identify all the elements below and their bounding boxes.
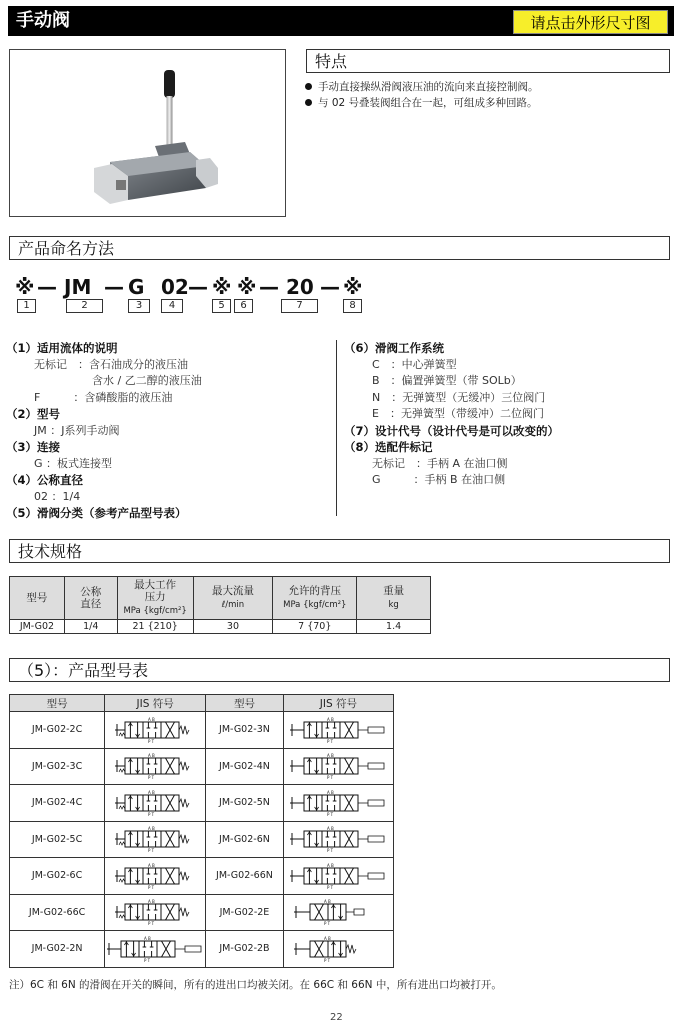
model-cell: JM-G02-4N [206,748,284,785]
jis-symbol-cell [283,785,393,822]
naming-item-heading: （4）公称直径 [6,473,84,487]
model-cell: JM-G02-66C [10,894,105,931]
model-cell: JM-G02-5C [10,821,105,858]
svg-text:A B: A B [327,789,335,795]
spec-title: 技术规格 [18,542,83,561]
svg-text:A B: A B [324,899,332,905]
jis-symbol-icon [113,751,197,781]
features-heading [306,49,670,73]
model-row [10,712,394,749]
col-jis: JIS 符号 [283,695,393,712]
footnote: 注）6C 和 6N 的滑阀在开关的瞬间，所有的进出口均被关闭。在 66C 和 66N 中，所有进出口均被打开。 [9,979,502,991]
code-number: 5 [212,299,231,313]
model-row [10,894,394,931]
svg-text:P T: P T [324,957,331,963]
svg-text:P T: P T [144,957,151,963]
model-cell: JM-G02-2B [206,931,284,968]
naming-item-heading: （1）适用流体的说明 [6,341,118,355]
jis-symbol-icon [288,897,388,927]
code-number: 1 [17,299,36,313]
naming-item-heading: （3）连接 [6,440,61,454]
spec-cell: 1/4 [64,620,117,634]
spec-header-cell: 重量 kg [357,577,431,620]
svg-text:P T: P T [148,775,155,781]
naming-item-detail: N ：无弹簧型（无缓冲）三位阀门 [372,390,546,404]
spec-header-cell: 最大工作 压力 MPa {kgf/cm²} [117,577,193,620]
svg-text:A B: A B [327,826,335,832]
jis-symbol-cell [283,894,393,931]
svg-text:P T: P T [327,738,334,744]
product-photo [9,49,286,217]
model-cell: JM-G02-3C [10,748,105,785]
model-cell: JM-G02-6C [10,858,105,895]
jis-symbol-cell [283,748,393,785]
model-row [10,858,394,895]
code-part: — [188,275,208,299]
model-cell: JM-G02-6N [206,821,284,858]
feature-item-2: 与 02 号叠装阀组合在一起，可组成多种回路。 [305,96,538,110]
svg-text:P T: P T [324,921,331,927]
jis-symbol-cell [105,821,206,858]
col-model: 型号 [206,695,284,712]
svg-text:A B: A B [327,716,335,722]
svg-text:A B: A B [148,753,155,759]
code-part: — [37,275,57,299]
col-model: 型号 [10,695,105,712]
spec-header-cell: 允许的背压 MPa {kgf/cm²} [273,577,357,620]
column-divider [336,340,337,516]
spec-header-row [10,577,431,620]
outline-dimension-link[interactable]: 请点击外形尺寸图 [513,10,668,34]
svg-text:P T: P T [327,848,334,854]
model-row [10,931,394,968]
page-title: 手动阀 [16,10,70,31]
jis-symbol-cell [105,785,206,822]
jis-symbol-cell [283,821,393,858]
models-title: （5）：产品型号表 [18,661,149,680]
naming-item-detail: C ：中心弹簧型 [372,357,457,371]
spec-cell: JM-G02 [10,620,65,634]
code-number: 2 [66,299,103,313]
code-part: 02 [161,275,189,299]
model-cell: JM-G02-2N [10,931,105,968]
code-part: 20 [286,275,314,299]
bullet-icon [305,83,312,90]
naming-item-detail: 无标记 ：含石油成分的液压油 [34,357,188,371]
naming-item-detail: 02 ：1/4 [34,489,81,503]
code-number: 8 [343,299,362,313]
jis-symbol-icon [113,861,197,891]
jis-symbol-cell [105,712,206,749]
naming-item-detail: 含水 / 乙二醇的液压油 [92,374,202,387]
svg-text:A B: A B [144,935,151,941]
col-jis: JIS 符号 [105,695,206,712]
code-part: ※ [212,275,232,299]
naming-title: 产品命名方法 [18,239,115,258]
naming-item-detail: E ：无弹簧型（带缓冲）二位阀门 [372,407,544,420]
page-number: 22 [330,1012,343,1020]
naming-item-heading: （2）型号 [6,407,61,421]
jis-symbol-cell [105,894,206,931]
spec-data-row [10,620,431,634]
svg-text:P T: P T [148,848,155,854]
model-row [10,785,394,822]
svg-text:P T: P T [148,811,155,817]
svg-text:A B: A B [148,862,155,868]
code-number: 4 [161,299,183,313]
jis-symbol-cell [283,931,393,968]
naming-item-heading: （8）选配件标记 [344,440,433,454]
spec-heading [9,539,670,563]
spec-cell: 7 {70} [273,620,357,634]
model-row [10,748,394,785]
model-cell: JM-G02-2E [206,894,284,931]
svg-text:A B: A B [148,899,155,905]
model-cell: JM-G02-4C [10,785,105,822]
spec-cell: 30 [193,620,273,634]
spec-cell: 1.4 [357,620,431,634]
models-heading [9,658,670,682]
naming-heading [9,236,670,260]
naming-item-heading: （6）滑阀工作系统 [344,341,445,355]
spec-header-cell: 最大流量 ℓ/min [193,577,273,620]
code-part: — [104,275,124,299]
svg-text:A B: A B [148,789,155,795]
jis-symbol-cell [283,712,393,749]
jis-symbol-icon [288,715,388,745]
naming-item-detail: G ：手柄 B 在油口侧 [372,473,506,486]
naming-item-detail: JM ：J系列手动阀 [34,423,120,437]
jis-symbol-cell [105,748,206,785]
feature-item-1: 手动直接操纵滑阀液压油的流向来直接控制阀。 [305,80,539,94]
svg-text:P T: P T [148,921,155,927]
code-part: ※ [15,275,35,299]
spec-header-cell: 型号 [10,577,65,620]
spec-table [9,576,431,634]
model-header-row [10,695,394,712]
code-part: — [320,275,340,299]
model-cell: JM-G02-66N [206,858,284,895]
jis-symbol-icon [105,934,205,964]
code-part: ※ [237,275,257,299]
code-number: 3 [128,299,150,313]
svg-text:A B: A B [327,753,335,759]
naming-item-heading: （5）滑阀分类（参考产品型号表） [6,506,187,520]
jis-symbol-icon [288,824,388,854]
svg-text:P T: P T [327,811,334,817]
model-cell: JM-G02-2C [10,712,105,749]
jis-symbol-cell [283,858,393,895]
jis-symbol-icon [288,751,388,781]
jis-symbol-icon [288,861,388,891]
svg-text:A B: A B [148,716,155,722]
naming-item-detail: F ：含磷酸脂的液压油 [34,390,173,404]
manual-valve-image [10,50,285,216]
code-part: — [259,275,279,299]
svg-text:A B: A B [327,862,335,868]
jis-symbol-icon [113,824,197,854]
jis-symbol-icon [113,788,197,818]
model-cell: JM-G02-5N [206,785,284,822]
jis-symbol-cell [105,858,206,895]
jis-symbol-icon [113,897,197,927]
jis-symbol-icon [288,788,388,818]
model-row [10,821,394,858]
svg-text:P T: P T [148,884,155,890]
jis-symbol-icon [113,715,197,745]
spec-header-cell: 公称 直径 [64,577,117,620]
model-cell: JM-G02-3N [206,712,284,749]
code-part: ※ [343,275,363,299]
naming-item-detail: B ：偏置弹簧型（带 SOLb） [372,374,522,387]
code-part: JM [64,275,92,299]
naming-item-heading: （7）设计代号（设计代号是可以改变的） [344,423,559,438]
svg-text:A B: A B [148,826,155,832]
svg-text:A B: A B [324,935,332,941]
naming-item-detail: G ：板式连接型 [34,456,113,470]
features-title: 特点 [315,52,348,71]
spec-cell: 21 {210} [117,620,193,634]
svg-text:P T: P T [327,884,334,890]
jis-symbol-cell [105,931,206,968]
bullet-icon [305,99,312,106]
svg-text:P T: P T [327,775,334,781]
code-number: 7 [281,299,318,313]
jis-symbol-icon [288,934,388,964]
model-table [9,694,394,968]
naming-item-detail: 无标记 ：手柄 A 在油口侧 [372,456,508,470]
code-part: G [128,275,145,299]
code-number: 6 [234,299,253,313]
svg-text:P T: P T [148,738,155,744]
